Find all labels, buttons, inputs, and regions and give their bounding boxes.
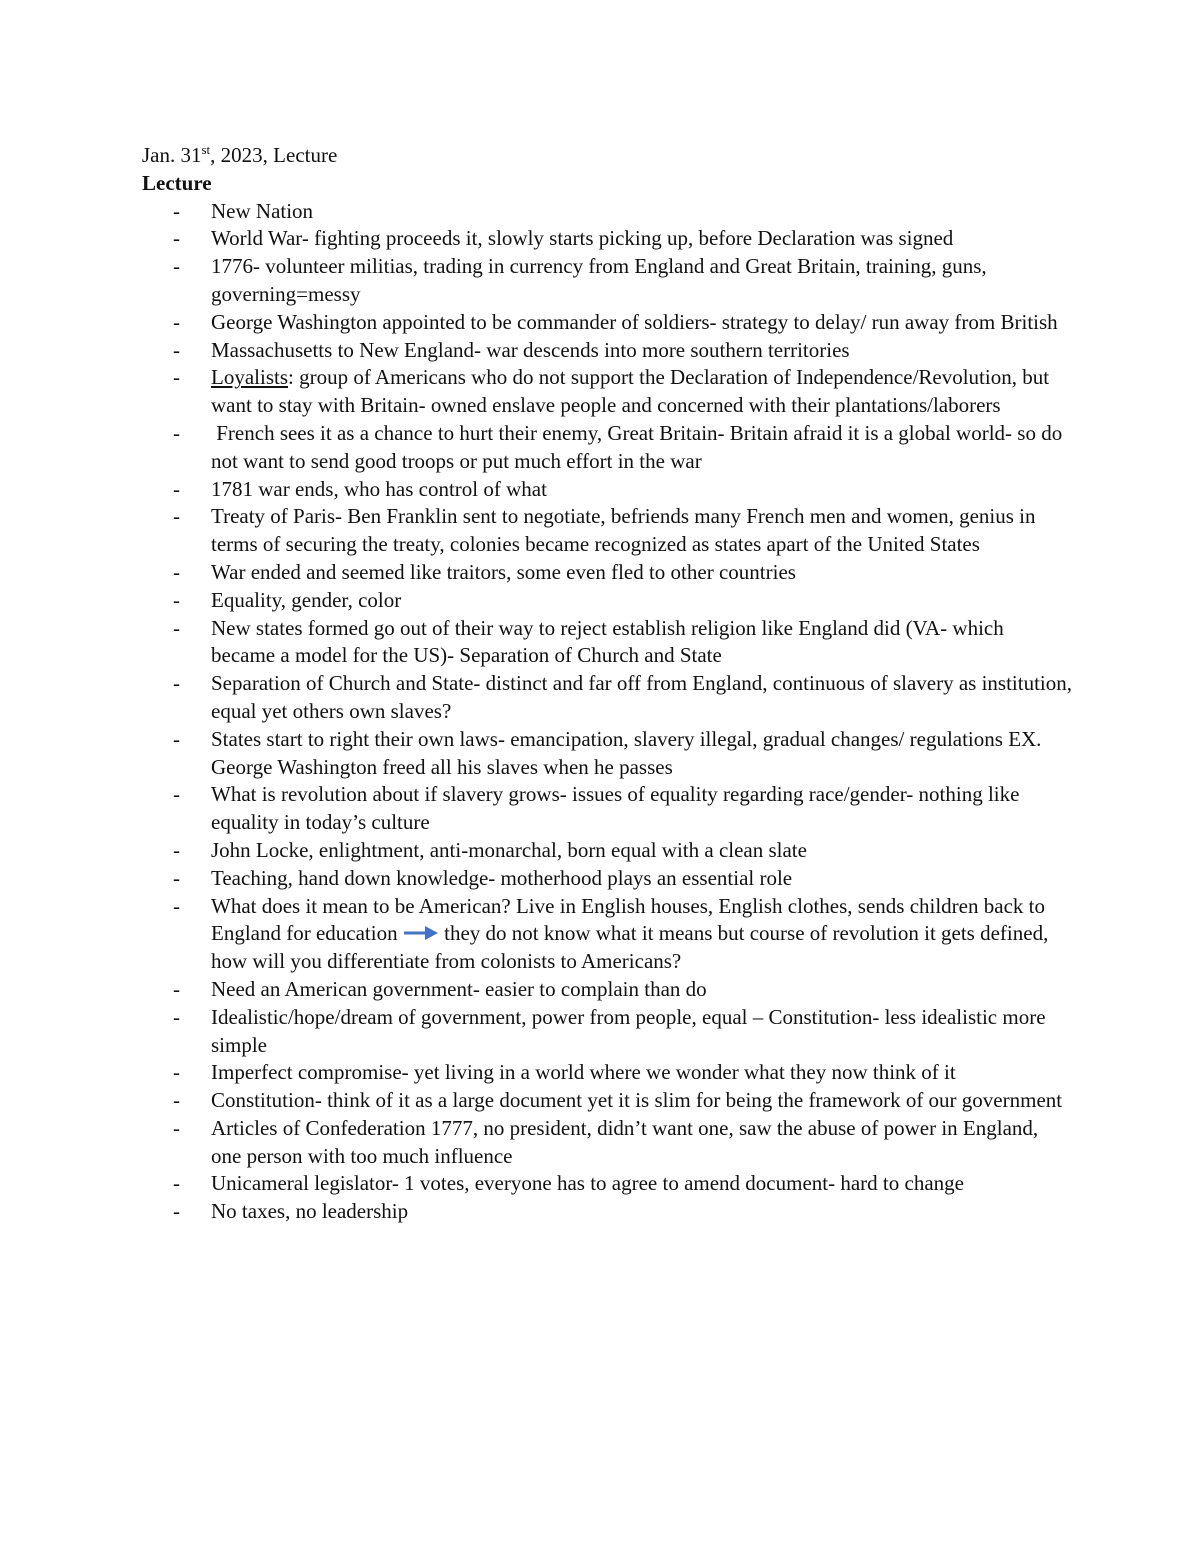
list-item-text: : group of Americans who do not support the Declaration of Independence/Revolution, but want to stay with Britain- owned enslave people and concerned with their plantations/laborers: [211, 365, 1055, 418]
list-item: [142, 1059, 1072, 1087]
list-item-text: New states formed go out of their way to reject establish religion like England did (VA- which became a model for the US)- Separation of Church and State: [211, 615, 1009, 668]
list-item-text: Idealistic/hope/dream of government, power from people, equal – Constitution- less idealistic more simple: [211, 1004, 1051, 1057]
bullet-dash: -: [173, 976, 180, 1001]
bullet-dash: -: [173, 782, 180, 807]
list-item-text: Separation of Church and State- distinct and far off from England, continuous of slavery as institution, equal yet others own slaves?: [211, 671, 1078, 723]
list-item: [142, 559, 1072, 587]
bullet-dash: -: [173, 671, 180, 696]
list-item: [142, 976, 1072, 1004]
bullet-dash: -: [173, 893, 180, 918]
list-item-text: What is revolution about if slavery grows- issues of equality regarding race/gender- nothing like equality in today’s culture: [211, 782, 1025, 835]
bullet-dash: -: [173, 559, 180, 584]
list-item-text: World War- fighting proceeds it, slowly starts picking up, before Declaration was signed: [211, 226, 954, 251]
list-item: [142, 726, 1072, 782]
document-body: [142, 142, 1078, 1226]
right-arrow-icon: [403, 925, 439, 941]
bullet-dash: -: [173, 254, 180, 279]
list-item-text: George Washington appointed to be commander of soldiers- strategy to delay/ run away from British: [211, 309, 1058, 334]
notes-list: [142, 198, 1078, 1226]
bullet-dash: -: [173, 1199, 180, 1224]
list-item-text: War ended and seemed like traitors, some even fled to other countries: [211, 559, 796, 584]
list-item: [142, 1004, 1072, 1060]
bullet-dash: -: [173, 837, 180, 862]
list-item-text: 1776- volunteer militias, trading in currency from England and Great Britain, training, guns, governing=messy: [211, 254, 992, 306]
list-item: [142, 781, 1072, 837]
bullet-dash: -: [173, 309, 180, 334]
list-item: [142, 253, 1072, 309]
list-item: [142, 364, 1072, 420]
list-item: [142, 198, 1072, 226]
bullet-dash: -: [173, 615, 180, 640]
list-item: [142, 420, 1072, 476]
bullet-dash: -: [173, 365, 180, 390]
list-item-text: No taxes, no leadership: [211, 1199, 409, 1224]
bullet-dash: -: [173, 504, 180, 529]
bullet-dash: -: [173, 1060, 180, 1085]
list-item-text: John Locke, enlightment, anti-monarchal, born equal with a clean slate: [211, 837, 807, 862]
bullet-dash: -: [173, 865, 180, 890]
bullet-dash: -: [173, 1004, 180, 1029]
list-item: [142, 1087, 1072, 1115]
bullet-dash: -: [173, 1088, 180, 1113]
list-item: [142, 309, 1072, 337]
list-item: [142, 587, 1072, 615]
list-item-text-after-arrow: they do not know what it means but course of revolution it gets defined, how will you differentiate from colonists to Americans?: [211, 921, 1049, 974]
list-item-text: Teaching, hand down knowledge- motherhood plays an essential role: [211, 865, 793, 890]
list-item-text: Equality, gender, color: [211, 587, 402, 612]
bullet-dash: -: [173, 476, 180, 501]
list-item: [142, 670, 1078, 726]
list-item-text: States start to right their own laws- emancipation, slavery illegal, gradual changes/ regulations EX. George Washington freed all his slaves when he passes: [211, 726, 1047, 779]
date-superscript: st: [201, 142, 211, 157]
bullet-dash: -: [173, 1171, 180, 1196]
date-suffix: , 2023, Lecture: [210, 143, 338, 167]
list-item: [142, 1170, 1072, 1198]
list-item: [142, 893, 1072, 976]
date-line: [142, 142, 1072, 170]
list-item: [142, 476, 1072, 504]
bullet-dash: -: [173, 198, 180, 223]
date-prefix: Jan. 31: [142, 143, 202, 167]
bullet-dash: -: [173, 587, 180, 612]
list-item: [142, 1198, 1072, 1226]
list-item-text: Articles of Confederation 1777, no president, didn’t want one, saw the abuse of power in England, one person with too much influence: [211, 1115, 1044, 1168]
list-item-text: French sees it as a chance to hurt their enemy, Great Britain- Britain afraid it is a global world- so do not want to send good troops or put much effort in the war: [211, 420, 1068, 473]
list-item-text: Treaty of Paris- Ben Franklin sent to negotiate, befriends many French men and women, genius in terms of securing the treaty, colonies became recognized as states apart of the United States: [211, 504, 1041, 557]
bullet-dash: -: [173, 226, 180, 251]
bullet-dash: -: [173, 1115, 180, 1140]
list-item-text: 1781 war ends, who has control of what: [211, 476, 547, 501]
list-item: [142, 615, 1072, 671]
bullet-dash: -: [173, 726, 180, 751]
list-item: [142, 1115, 1072, 1171]
list-item: [142, 503, 1072, 559]
list-item-text: Need an American government- easier to complain than do: [211, 976, 707, 1001]
underlined-term: Loyalists: [211, 365, 288, 390]
list-item: [142, 865, 1072, 893]
list-item-text: Massachusetts to New England- war descends into more southern territories: [211, 337, 850, 362]
bullet-dash: -: [173, 337, 180, 362]
list-item: [142, 337, 1072, 365]
list-item-text: New Nation: [211, 198, 314, 223]
bullet-dash: -: [173, 420, 180, 445]
list-item-text: What does it mean to be American? Live in English houses, English clothes, sends children back to England for education: [211, 893, 1051, 946]
list-item: [142, 225, 1072, 253]
list-item-text: Constitution- think of it as a large document yet it is slim for being the framework of our government: [211, 1088, 1063, 1113]
list-item: [142, 837, 1072, 865]
list-item-text: Unicameral legislator- 1 votes, everyone has to agree to amend document- hard to change: [211, 1171, 964, 1196]
section-heading: Lecture: [142, 170, 212, 195]
list-item-text: Imperfect compromise- yet living in a world where we wonder what they now think of it: [211, 1060, 956, 1085]
